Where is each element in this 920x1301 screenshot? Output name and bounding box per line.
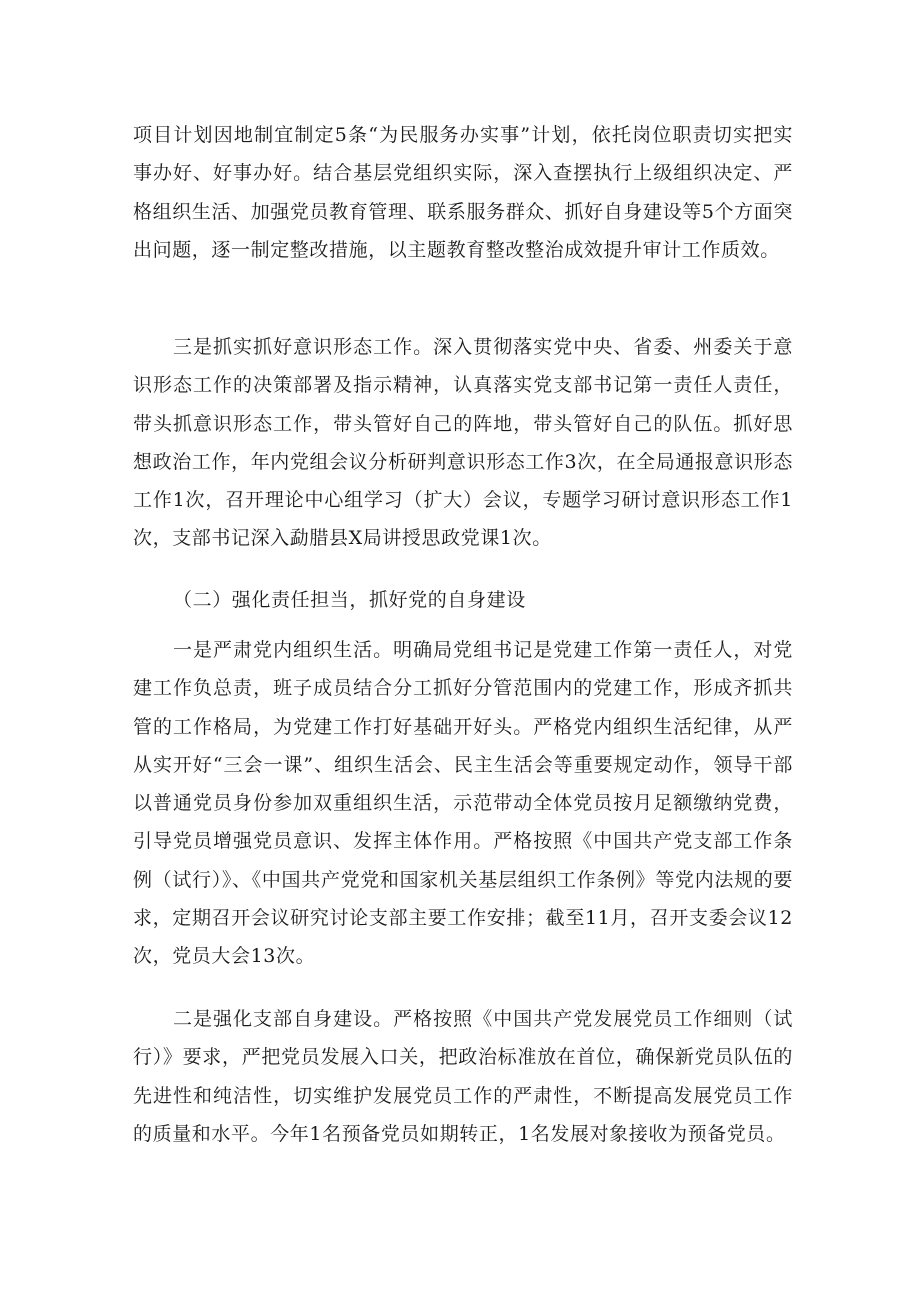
paragraph-ideology-work: 三是抓实抓好意识形态工作。深入贯彻落实党中央、省委、州委关于意识形态工作的决策部署及指示精神，认真落实党支部书记第一责任人责任，带头抓意识形态工作，带头管好自己的阵地，带头管好自己的队伍。抓好思想政治工作，年内党组会议分析研判意识形态工作3次，在全局通报意识形态工作1次，召开理论中心组学习（扩大）会议，专题学习研讨意识形态工作1次，支部书记深入勐腊县X局讲授思政党课1次。 <box>133 336 793 550</box>
paragraph-branch-building: 二是强化支部自身建设。严格按照《中国共产党发展党员工作细则（试行）》要求，严把党员发展入口关，把政治标准放在首位，确保新党员队伍的先进性和纯洁性，切实维护发展党员工作的严肃性，不断提高发展党员工作的质量和水平。今年1名预备党员如期转正，1名发展对象接收为预备党员。 <box>133 1008 793 1145</box>
paragraph-continued-plan: 项目计划因地制宜制定5条“为民服务办实事”计划，依托岗位职责切实把实事办好、好事办好。结合基层党组织实际，深入查摆执行上级组织决定、严格组织生活、加强党员教育管理、联系服务群众、抓好自身建设等5个方面突出问题，逐一制定整改措施，以主题教育整改整治成效提升审计工作质效。 <box>133 124 793 261</box>
section-heading-responsibility: （二）强化责任担当，抓好党的自身建设 <box>173 589 526 611</box>
paragraph-party-organization-life: 一是严肃党内组织生活。明确局党组书记是党建工作第一责任人，对党建工作负总责，班子成员结合分工抓好分管范围内的党建工作，形成齐抓共管的工作格局，为党建工作打好基础开好头。严格党内组织生活纪律，从严从实开好“三会一课”、组织生活会、民主生活会等重要规定动作，领导干部以普通党员身份参加双重组织生活，示范带动全体党员按月足额缴纳党费，引导党员增强党员意识、发挥主体作用。严格按照《中国共产党支部工作条例（试行）》、《中国共产党党和国家机关基层组织工作条例》等党内法规的要求，定期召开会议研究讨论支部主要工作安排；截至11月，召开支委会议12次，党员大会13次。 <box>133 639 793 968</box>
document-body-4 <box>133 631 793 976</box>
document-body-3 <box>133 581 793 619</box>
document-body-2 <box>133 328 793 558</box>
document-body <box>133 116 793 269</box>
document-body-5 <box>133 1000 793 1153</box>
